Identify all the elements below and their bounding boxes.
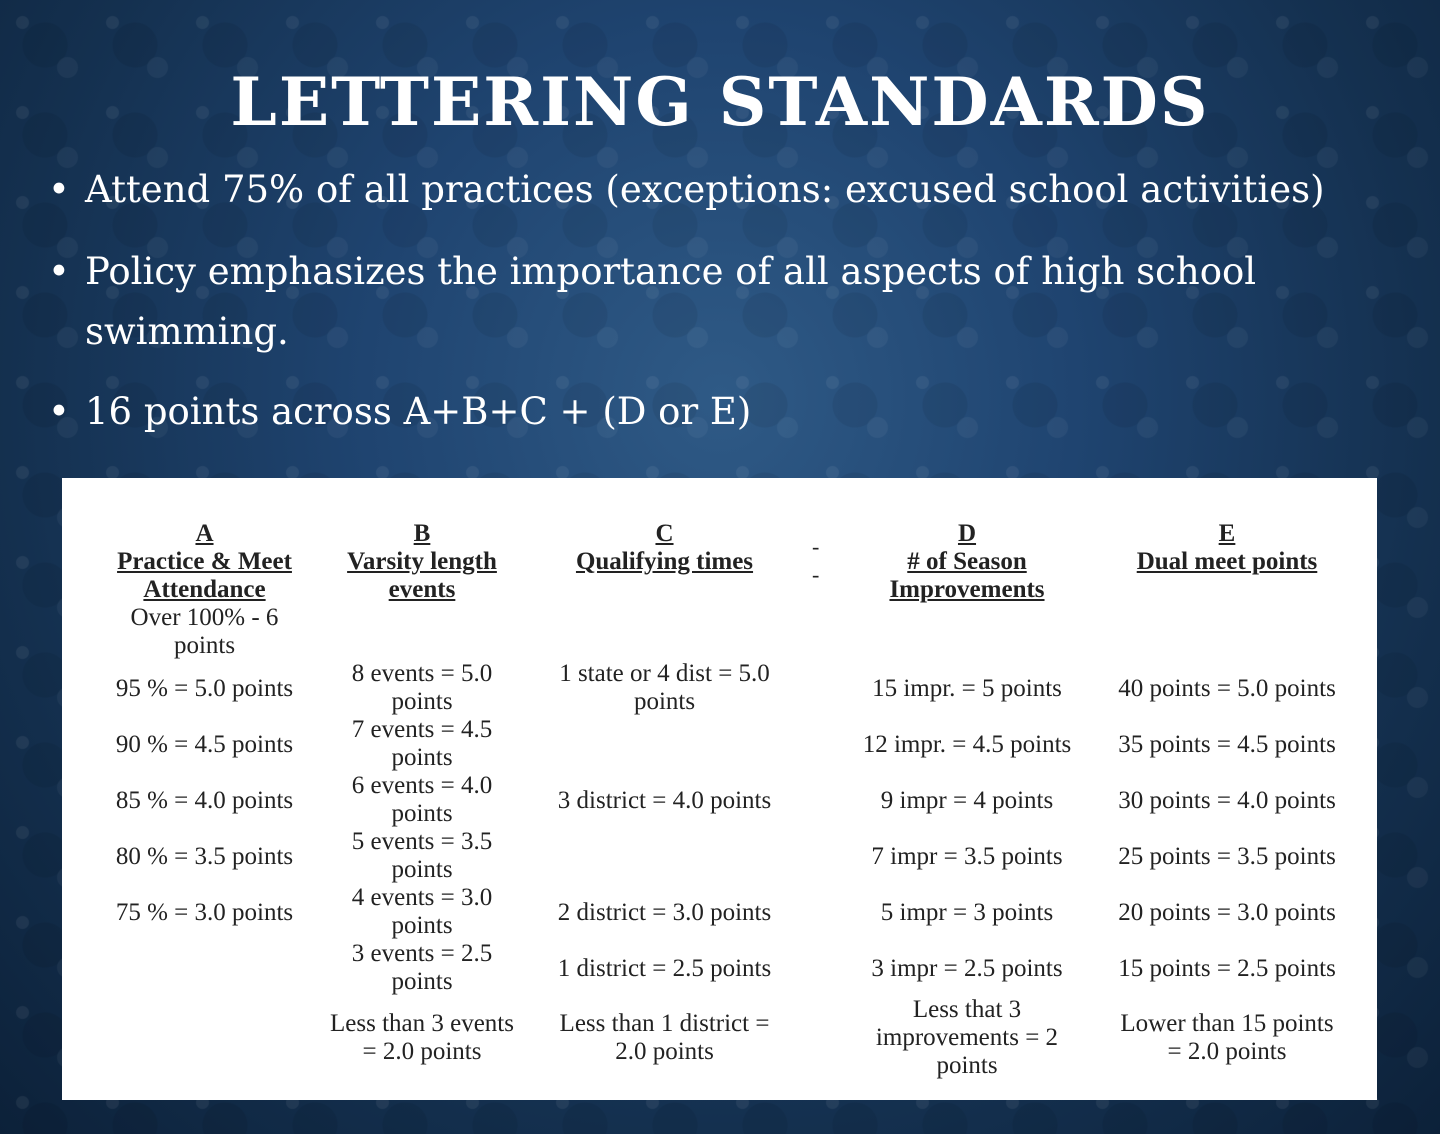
col-c-header — [537, 520, 792, 576]
col-d-row: 5 impr = 3 points — [880, 899, 1054, 926]
col-b-row-line1: 8 events = 5.0 — [351, 660, 493, 687]
col-b-title-line1: Varsity length — [347, 548, 497, 575]
col-a-extra-line1: Over 100% - 6 — [130, 604, 279, 631]
col-d-header — [842, 520, 1092, 604]
separator-mark: - — [812, 534, 820, 559]
col-b-row-line2: points — [391, 912, 453, 939]
col-b-row — [312, 940, 532, 996]
col-b-row-line1: 5 events = 3.5 — [351, 828, 493, 855]
col-a-extra — [87, 604, 322, 660]
col-c-row — [537, 660, 792, 716]
col-e-row-line2: = 2.0 points — [1167, 1038, 1287, 1065]
col-d-row: 7 impr = 3.5 points — [871, 843, 1063, 870]
col-d-row — [842, 996, 1092, 1080]
col-c-row — [537, 1010, 792, 1066]
col-e-row: 30 points = 4.0 points — [1118, 787, 1336, 814]
col-a-extra-line2: points — [173, 632, 236, 659]
col-d-row: 9 impr = 4 points — [880, 787, 1054, 814]
col-b-letter: B — [413, 520, 431, 547]
col-b-row — [312, 716, 532, 772]
col-e-row — [1092, 1010, 1362, 1066]
slide-title: LETTERING STANDARDS — [230, 63, 1210, 141]
col-b-row-line1: 7 events = 4.5 — [351, 716, 493, 743]
bullet-text: Policy emphasizes the importance of all aspects of high school — [85, 250, 1257, 293]
col-b-row-line2: points — [391, 856, 453, 883]
bullet-text: 16 points across A+B+C + (D or E) — [85, 390, 752, 433]
col-b-row-line1: 4 events = 3.0 — [351, 884, 493, 911]
col-b-row-line2: points — [391, 744, 453, 771]
col-e-title-line1: Dual meet points — [1136, 548, 1318, 575]
col-b-row-line1: 3 events = 2.5 — [351, 940, 493, 967]
col-e-row: 40 points = 5.0 points — [1118, 675, 1336, 702]
col-b-row-line2: points — [391, 968, 453, 995]
col-d-title-line2: Improvements — [889, 576, 1045, 603]
bullet-text-continued: swimming. — [85, 310, 289, 353]
bullet-dot-icon: • — [48, 168, 70, 211]
col-b-row — [312, 828, 532, 884]
col-c-row-line2: 2.0 points — [615, 1038, 714, 1065]
col-e-row: 35 points = 4.5 points — [1118, 731, 1336, 758]
col-b-row — [312, 660, 532, 716]
col-a-row: 85 % = 4.0 points — [115, 787, 294, 814]
col-a-row: 90 % = 4.5 points — [115, 731, 294, 758]
col-e-row: 25 points = 3.5 points — [1118, 843, 1336, 870]
col-c-row-line2: points — [633, 688, 696, 715]
col-c-row: 3 district = 4.0 points — [557, 787, 772, 814]
col-b-row — [312, 772, 532, 828]
col-d-letter: D — [957, 520, 977, 547]
col-b-header — [312, 520, 532, 604]
lettering-table — [62, 478, 1377, 1100]
col-e-row: 20 points = 3.0 points — [1118, 899, 1336, 926]
col-a-title-line1: Practice & Meet — [117, 548, 292, 575]
col-c-row: 2 district = 3.0 points — [557, 899, 772, 926]
col-c-row-line1: 1 state or 4 dist = 5.0 — [559, 660, 770, 687]
col-b-title-line2: events — [388, 576, 456, 603]
separator-mark: - — [812, 562, 820, 587]
col-e-header — [1092, 520, 1362, 576]
col-a-row: 75 % = 3.0 points — [115, 899, 294, 926]
col-b-row — [312, 1010, 532, 1066]
col-e-row-line1: Lower than 15 points — [1120, 1010, 1334, 1037]
col-b-row-line2: = 2.0 points — [362, 1038, 482, 1065]
col-d-row: 15 impr. = 5 points — [872, 675, 1062, 702]
col-d-row-line3: points — [936, 1052, 998, 1079]
col-e-letter: E — [1218, 520, 1236, 547]
col-c-row: 1 district = 2.5 points — [557, 955, 772, 982]
col-a-row: 80 % = 3.5 points — [115, 843, 294, 870]
bullet-dot-icon: • — [48, 250, 70, 293]
col-b-row-line1: 6 events = 4.0 — [351, 772, 493, 799]
col-c-title-line1: Qualifying times — [575, 548, 754, 575]
col-d-title-line1: # of Season — [907, 548, 1027, 575]
col-a-title-line2: Attendance — [143, 576, 266, 603]
col-d-row: 12 impr. = 4.5 points — [862, 731, 1072, 758]
col-b-row-line2: points — [391, 688, 453, 715]
col-a-header — [87, 520, 322, 604]
bullet-text: Attend 75% of all practices (exceptions: excused school activities) — [85, 168, 1325, 211]
col-b-row — [312, 884, 532, 940]
col-c-letter: C — [655, 520, 674, 547]
col-e-row: 15 points = 2.5 points — [1118, 955, 1336, 982]
col-b-row-line2: points — [391, 800, 453, 827]
col-d-row-line1: Less that 3 — [912, 996, 1022, 1023]
col-c-row-line1: Less than 1 district = — [559, 1010, 770, 1037]
bullet-dot-icon: • — [48, 390, 70, 433]
col-d-row: 3 impr = 2.5 points — [871, 955, 1063, 982]
col-b-row-line1: Less than 3 events — [330, 1010, 514, 1037]
col-d-row-line2: improvements = 2 — [875, 1024, 1059, 1051]
col-a-row: 95 % = 5.0 points — [115, 675, 294, 702]
col-a-letter: A — [195, 520, 214, 547]
